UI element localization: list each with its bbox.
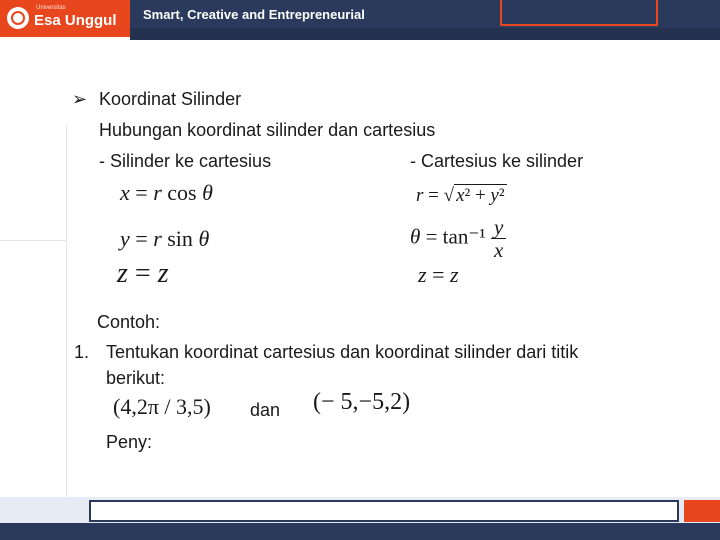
logo-name: Esa Unggul xyxy=(34,12,117,29)
point-b: (− 5,−5,2) xyxy=(313,389,411,415)
tagline: Smart, Creative and Entrepreneurial xyxy=(143,7,365,22)
left-heading: - Silinder ke cartesius xyxy=(99,151,272,171)
formula-theta-tan: θ = tan⁻¹ $\frac{y}{x}$ xyxy=(410,216,506,261)
logo-emblem-icon xyxy=(7,7,29,29)
item-number: 1. xyxy=(74,342,90,362)
connector-text: dan xyxy=(250,400,281,420)
footer-frame xyxy=(89,500,679,522)
logo xyxy=(0,0,130,40)
item-text-line1: Tentukan koordinat cartesius dan koordinat silinder dari titik xyxy=(106,342,579,362)
formula-x-cos: x = r cos θ xyxy=(120,180,213,205)
footer-accent xyxy=(684,500,720,522)
formula-z-left: z = z xyxy=(117,258,169,289)
section-title: Koordinat Silinder xyxy=(99,89,242,109)
logo-small-text: Universitas xyxy=(36,5,66,11)
formula-z-right: z = z xyxy=(418,262,459,287)
point-a: (4,2π / 3,5) xyxy=(113,394,211,419)
right-heading: - Cartesius ke silinder xyxy=(410,151,584,171)
bullet-arrow-icon: ➢ xyxy=(72,89,88,109)
item-text-line2: berikut: xyxy=(106,368,166,388)
divider-vertical xyxy=(66,125,67,497)
divider-horizontal xyxy=(0,240,66,241)
formula-y-sin: y = r sin θ xyxy=(120,226,210,251)
answer-label: Peny: xyxy=(106,432,153,452)
example-label: Contoh: xyxy=(97,312,161,332)
header-frame-decoration xyxy=(500,0,658,26)
formula-r-sqrt: r = √ x² + y² xyxy=(416,185,505,206)
subtitle: Hubungan koordinat silinder dan cartesius xyxy=(99,120,436,140)
